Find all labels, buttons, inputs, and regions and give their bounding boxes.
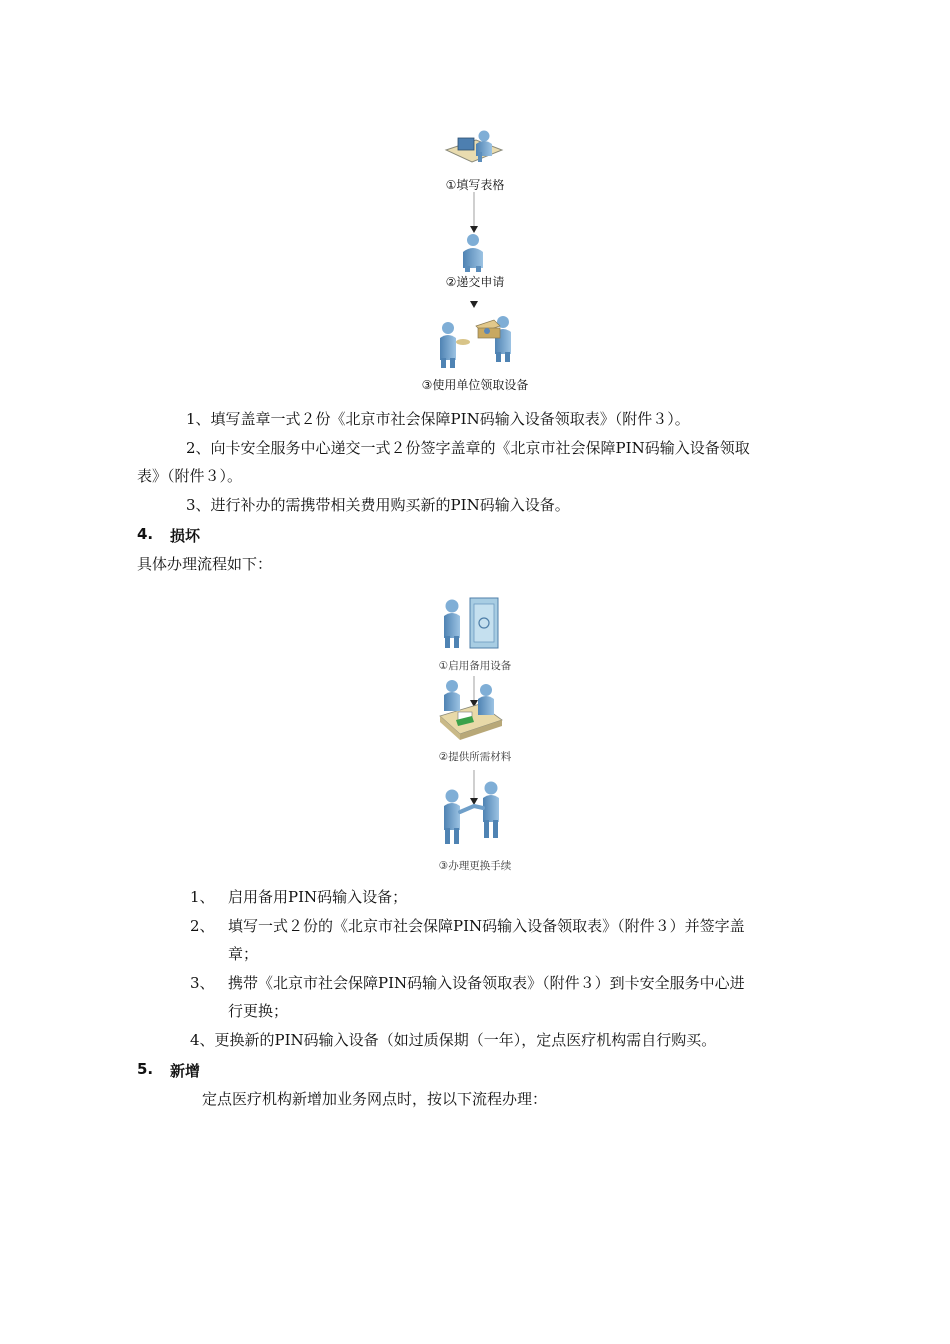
list-number: 1、 xyxy=(190,888,215,906)
list-item: 携带《北京市社会保障PIN码输入设备领取表》（附件３）到卡安全服务中心进 xyxy=(228,974,745,992)
flow-step-caption: ①启用备用设备 xyxy=(438,660,512,672)
flow-step-caption: ①填写表格 xyxy=(445,178,505,192)
arrow-icon xyxy=(470,700,478,707)
list-item-continued: 章； xyxy=(228,945,259,963)
list-item: 填写一式２份的《北京市社会保障PIN码输入设备领取表》（附件３）并签字盖 xyxy=(228,917,745,935)
submit-materials-icon xyxy=(440,680,502,740)
section-number: 4. xyxy=(137,525,154,543)
flow-step-caption: ③办理更换手续 xyxy=(438,860,512,872)
list-item: 启用备用PIN码输入设备； xyxy=(228,888,408,906)
paragraph-line: 1、填写盖章一式２份《北京市社会保障PIN码输入设备领取表》（附件３）。 xyxy=(186,410,690,428)
arrow-icon xyxy=(470,301,478,308)
list-item: 4、更换新的PIN码输入设备（如过质保期（一年），定点医疗机构需自行购买。 xyxy=(190,1031,717,1049)
handover-device-icon xyxy=(440,316,511,368)
paragraph-line: 3、进行补办的需携带相关费用购买新的PIN码输入设备。 xyxy=(186,496,570,514)
section-number: 5. xyxy=(137,1060,154,1078)
section-intro: 定点医疗机构新增加业务网点时，按以下流程办理： xyxy=(202,1090,548,1108)
section-title: 损坏 xyxy=(170,527,201,545)
list-item-continued: 行更换； xyxy=(228,1002,289,1020)
flow-step-caption: ②提供所需材料 xyxy=(438,751,512,763)
person-icon xyxy=(463,234,483,272)
section-intro: 具体办理流程如下： xyxy=(137,555,273,573)
paragraph-line: 2、向卡安全服务中心递交一式２份签字盖章的《北京市社会保障PIN码输入设备领取 xyxy=(186,439,750,457)
backup-device-icon xyxy=(444,598,498,648)
handshake-icon xyxy=(444,782,499,845)
flow-step-caption: ②递交申请 xyxy=(445,275,505,289)
list-number: 3、 xyxy=(190,974,215,992)
section-title: 新增 xyxy=(170,1062,201,1080)
list-number: 2、 xyxy=(190,917,215,935)
paragraph-line: 表》（附件３）。 xyxy=(137,467,243,485)
fill-form-icon xyxy=(446,131,502,163)
flow-step-caption: ③使用单位领取设备 xyxy=(421,378,529,392)
arrow-icon xyxy=(470,226,478,233)
arrow-icon xyxy=(470,798,478,805)
